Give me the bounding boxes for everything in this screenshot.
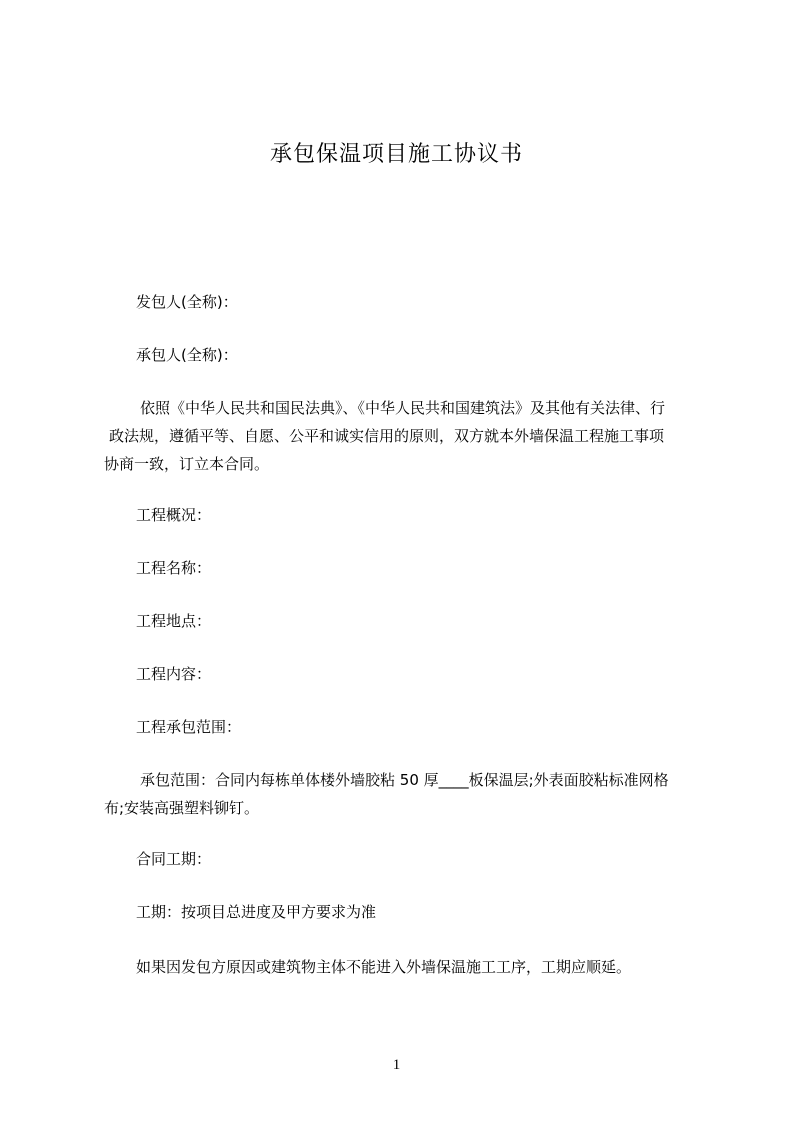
contractor-line: 承包人(全称)： <box>136 346 238 364</box>
employer-line: 发包人(全称)： <box>136 293 238 311</box>
contract-scope-line-1: 承包范围：合同内每栋单体楼外墙胶粘 50 厚____板保温层;外表面胶粘标准网格 <box>140 771 669 789</box>
contract-scope-paragraph <box>104 766 669 822</box>
overview-heading: 工程概况： <box>136 506 212 524</box>
project-location-line: 工程地点： <box>136 612 212 630</box>
document-title: 承包保温项目施工协议书 <box>269 142 523 167</box>
basis-line-1: 依照《中华人民共和国民法典》、《中华人民共和国建筑法》及其他有关法律、行 <box>140 399 666 417</box>
project-content-line: 工程内容： <box>136 665 212 683</box>
delay-clause: 如果因发包方原因或建筑物主体不能进入外墙保温施工工序，工期应顺延。 <box>136 958 632 976</box>
basis-line-2: 政法规，遵循平等、自愿、公平和诚实信用的原则，双方就本外墙保温工程施工事项 <box>109 427 665 445</box>
page-number: 1 <box>392 1057 401 1073</box>
basis-paragraph <box>104 394 665 478</box>
contract-scope-line-2: 布;安装高强塑料铆钉。 <box>104 799 260 817</box>
project-name-line: 工程名称： <box>136 559 212 577</box>
contract-period-line: 工期：按项目总进度及甲方要求为准 <box>136 903 377 921</box>
contract-scope-heading: 工程承包范围： <box>136 718 242 736</box>
contract-period-heading: 合同工期： <box>136 850 212 868</box>
basis-line-3: 协商一致，订立本合同。 <box>104 455 270 473</box>
